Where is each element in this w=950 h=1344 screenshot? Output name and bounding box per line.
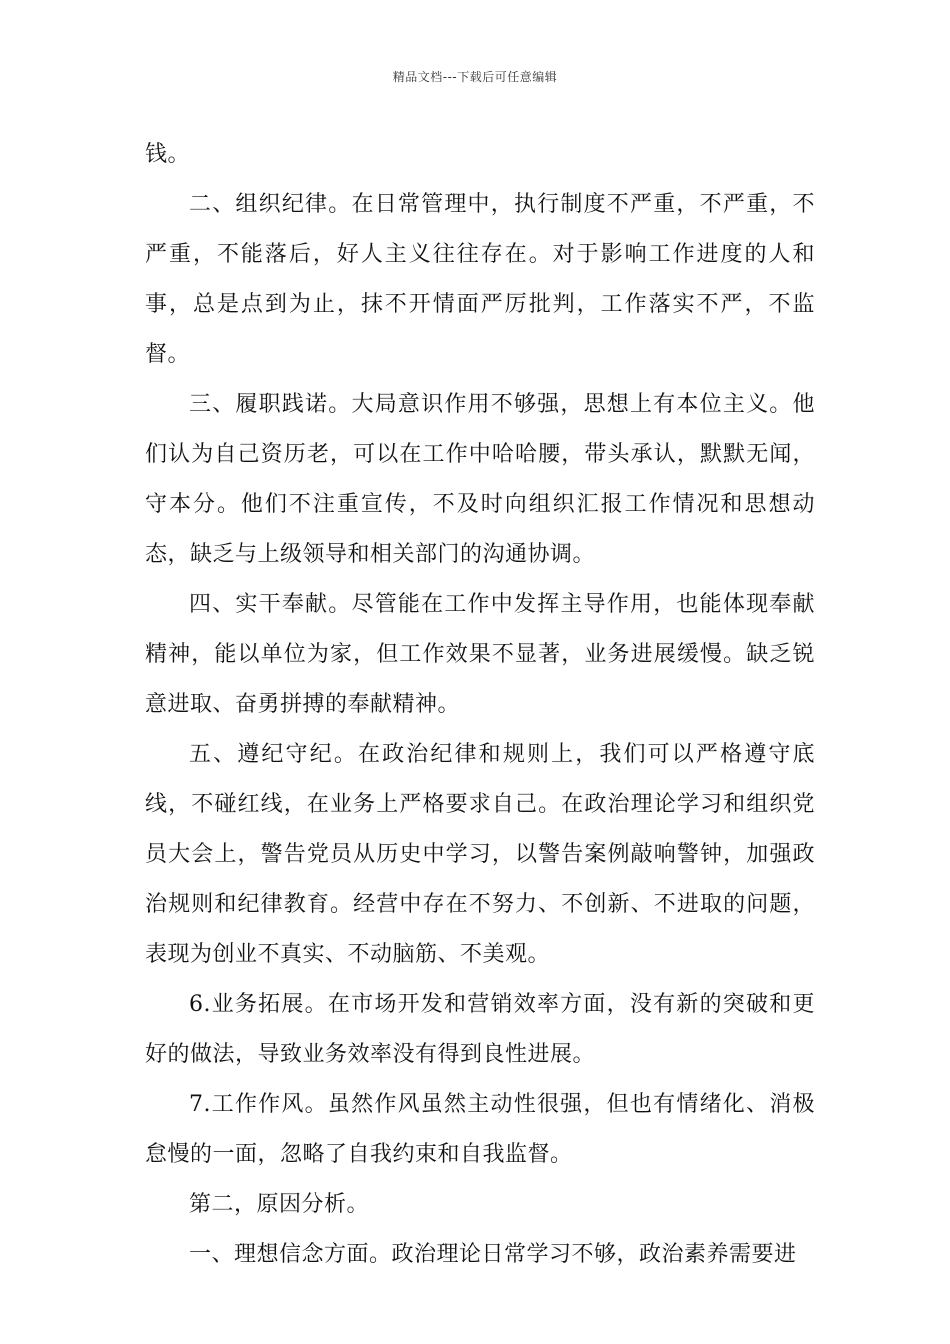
document-body: [145, 130, 815, 1280]
paragraph-continuation: 钱。: [145, 142, 191, 167]
paragraph-work-style: 7.工作作风。虽然作风虽然主动性很强，但也有情绪化、消极怠慢的一面，忽略了自我约束和自我监督。: [145, 1092, 815, 1167]
page-header: 精品文档---下载后可任意编辑: [392, 70, 558, 84]
paragraph-dedication: 四、实干奉献。尽管能在工作中发挥主导作用，也能体现奉献精神，能以单位为家，但工作效果不显著，业务进展缓慢。缺乏锐意进取、奋勇拼搏的奉献精神。: [145, 592, 815, 717]
section-heading-cause-analysis: 第二，原因分析。: [189, 1192, 370, 1217]
paragraph-organizational-discipline: 二、组织纪律。在日常管理中，执行制度不严重，不严重，不严重，不能落后，好人主义往往存在。对于影响工作进度的人和事，总是点到为止，抹不开情面严厉批判，工作落实不严，不监督。: [145, 192, 815, 367]
paragraph-duty-performance: 三、履职践诺。大局意识作用不够强，思想上有本位主义。他们认为自己资历老，可以在工作中哈哈腰，带头承认，默默无闻，守本分。他们不注重宣传，不及时向组织汇报工作情况和思想动态，缺乏与上级领导和相关部门的沟通协调。: [145, 392, 815, 567]
paragraph-ideals-beliefs: 一、理想信念方面。政治理论日常学习不够，政治素养需要进: [189, 1242, 797, 1267]
paragraph-discipline-compliance: 五、遵纪守纪。在政治纪律和规则上，我们可以严格遵守底线，不碰红线，在业务上严格要求自己。在政治理论学习和组织党员大会上，警告党员从历史中学习，以警告案例敲响警钟，加强政治规则和纪律教育。经营中存在不努力、不创新、不进取的问题，表现为创业不真实、不动脑筋、不美观。: [145, 742, 815, 967]
paragraph-business-expansion: 6.业务拓展。在市场开发和营销效率方面，没有新的突破和更好的做法，导致业务效率没有得到良性进展。: [145, 992, 815, 1067]
